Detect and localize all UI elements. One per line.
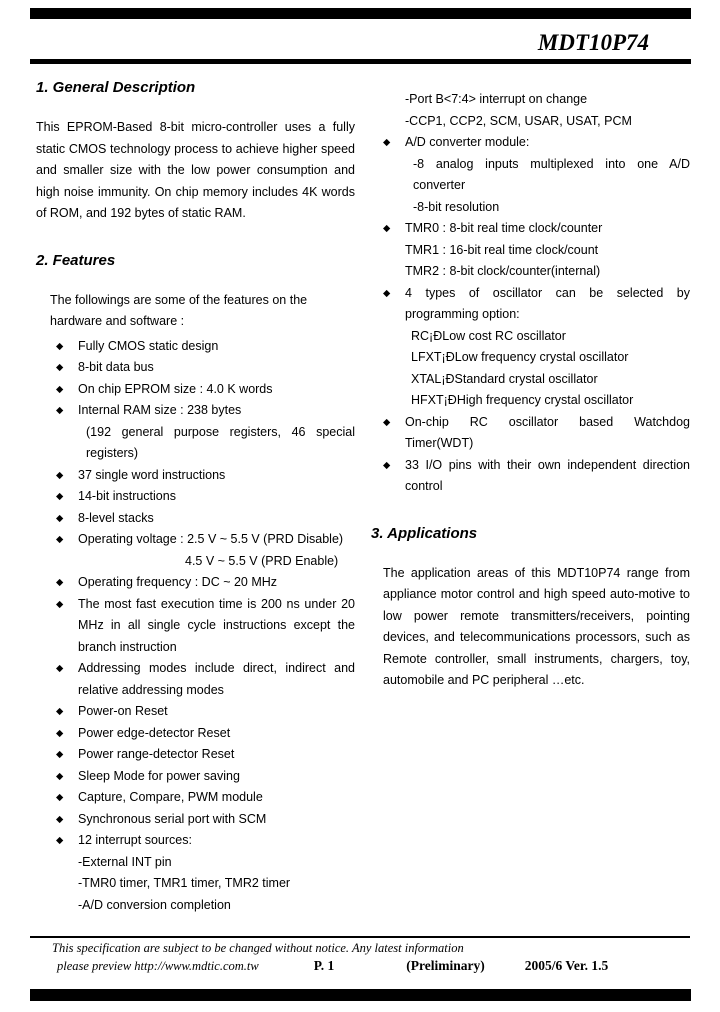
feature-text: 12 interrupt sources:	[78, 833, 192, 847]
feature-item	[383, 218, 690, 240]
marker-spacer	[383, 89, 405, 111]
feature-subline	[56, 852, 355, 874]
feature-text: 4 types of oscillator can be selected by programming option:	[405, 285, 690, 321]
marker-spacer	[383, 240, 405, 262]
diamond-bullet-icon: ◆	[56, 340, 64, 352]
diamond-bullet-icon: ◆	[56, 792, 64, 803]
feature-subline	[56, 873, 355, 895]
diamond-bullet-icon: ◆	[56, 405, 64, 416]
diamond-bullet-icon: ◆	[56, 383, 64, 395]
diamond-bullet-icon: ◆	[56, 749, 64, 760]
diamond-bullet-icon: ◆	[56, 813, 64, 825]
diamond-bullet-icon: ◆	[56, 512, 64, 524]
feature-text: 33 I/O pins with their own independent direction control	[405, 457, 690, 493]
feature-item	[56, 465, 355, 487]
feature-item	[56, 787, 355, 809]
footer-disclaimer: This specification are subject to be changed without notice. Any latest information	[52, 941, 464, 955]
marker-spacer	[56, 895, 78, 917]
heading-features: 2. Features	[36, 251, 116, 269]
feature-text: Operating voltage : 2.5 V ~ 5.5 V (PRD Disable)	[78, 532, 344, 546]
diamond-bullet-icon: ◆	[56, 663, 64, 674]
feature-item	[56, 701, 355, 723]
marker-spacer	[56, 422, 78, 465]
diamond-bullet-icon: ◆	[56, 362, 64, 373]
feature-text: 4.5 V ~ 5.5 V (PRD Enable)	[185, 553, 339, 568]
feature-subline	[383, 154, 690, 197]
marker-spacer	[383, 369, 405, 391]
feature-item	[56, 529, 355, 551]
feature-item	[56, 572, 355, 594]
feature-text: Addressing modes include direct, indirect and relative addressing modes	[78, 661, 355, 697]
diamond-bullet-icon: ◆	[56, 491, 64, 502]
feature-subline	[383, 326, 690, 348]
marker-spacer	[383, 154, 405, 197]
feature-item	[383, 455, 690, 498]
feature-text: On-chip RC oscillator based Watchdog Timer(WDT)	[405, 414, 690, 450]
diamond-bullet-icon: ◆	[383, 287, 391, 299]
feature-subline	[383, 369, 690, 391]
feature-text: LFXT¡ÐLow frequency crystal oscillator	[411, 350, 629, 364]
marker-spacer	[56, 551, 78, 573]
feature-text: TMR1 : 16-bit real time clock/count	[405, 242, 599, 257]
feature-subline	[383, 240, 690, 262]
feature-text: TMR2 : 8-bit clock/counter(internal)	[405, 264, 601, 278]
marker-spacer	[383, 197, 405, 219]
diamond-bullet-icon: ◆	[383, 223, 391, 234]
applications-paragraph: The application areas of this MDT10P74 range from appliance motor control and high speed auto-motive to low power remote transmitters/receivers, pointing devices, and telecommunications processors, such as Remote controller, small instruments, chargers, toy, automobile and PC peripheral …etc.	[383, 565, 690, 687]
feature-text: Synchronous serial port with SCM	[78, 811, 267, 826]
diamond-bullet-icon: ◆	[56, 770, 64, 782]
feature-text: Power range-detector Reset	[78, 747, 235, 761]
feature-text: -A/D conversion completion	[78, 897, 231, 912]
feature-text: XTAL¡ÐStandard crystal oscillator	[411, 371, 598, 386]
top-black-bar	[30, 8, 691, 19]
feature-text: -External INT pin	[78, 854, 172, 869]
feature-text: RC¡ÐLow cost RC oscillator	[411, 328, 566, 343]
diamond-bullet-icon: ◆	[56, 706, 64, 717]
feature-text: -Port B<7:4> interrupt on change	[405, 92, 588, 106]
bottom-black-bar	[30, 989, 691, 1001]
feature-subline	[383, 197, 690, 219]
feature-item	[56, 357, 355, 379]
marker-spacer	[383, 111, 405, 133]
heading-applications: 3. Applications	[371, 524, 478, 542]
diamond-bullet-icon: ◆	[383, 137, 391, 148]
page-title: MDT10P74	[537, 30, 649, 55]
feature-subline	[383, 261, 690, 283]
feature-text: Capture, Compare, PWM module	[78, 790, 263, 804]
feature-subline	[56, 422, 355, 465]
feature-text: 37 single word instructions	[78, 467, 226, 482]
marker-spacer	[383, 261, 405, 283]
feature-subline	[383, 111, 690, 133]
feature-text: 14-bit instructions	[78, 489, 176, 503]
feature-item	[56, 508, 355, 530]
feature-text: Sleep Mode for power saving	[78, 768, 240, 783]
header-rule	[30, 59, 691, 64]
marker-spacer	[383, 347, 405, 369]
general-description-paragraph: This EPROM-Based 8-bit micro-controller uses a fully static CMOS technology process to achieve higher speed and smaller size with the low power consumption and high noise immunity. On chip memory includes 4K words of ROM, and 192 bytes of static RAM.	[36, 120, 355, 220]
feature-item	[383, 132, 690, 154]
footer-status-label: (Preliminary)	[406, 958, 485, 973]
feature-text: TMR0 : 8-bit real time clock/counter	[405, 221, 603, 235]
feature-text: Power-on Reset	[78, 704, 168, 718]
footer-info-row	[57, 958, 680, 974]
feature-item	[56, 400, 355, 422]
feature-text: -CCP1, CCP2, SCM, USAR, USAT, PCM	[405, 113, 632, 128]
feature-item	[56, 336, 355, 358]
footer-website-text: please preview http://www.mdtic.com.tw	[57, 959, 259, 973]
feature-item	[56, 744, 355, 766]
marker-spacer	[383, 390, 405, 412]
feature-item	[56, 830, 355, 852]
feature-text: HFXT¡ÐHigh frequency crystal oscillator	[411, 393, 634, 407]
two-column-body	[36, 78, 690, 916]
feature-item	[383, 283, 690, 326]
feature-text: (192 general purpose registers, 46 special registers)	[86, 424, 355, 460]
left-column	[36, 78, 355, 916]
feature-text: 8-bit data bus	[78, 360, 154, 374]
feature-item	[56, 486, 355, 508]
feature-text: -TMR0 timer, TMR1 timer, TMR2 timer	[78, 876, 291, 890]
feature-item	[56, 809, 355, 831]
header	[30, 19, 691, 58]
features-intro: The followings are some of the features on the hardware and software :	[50, 292, 308, 328]
feature-item	[383, 412, 690, 455]
footer-version-label: 2005/6 Ver. 1.5	[524, 958, 609, 973]
features-list-left	[36, 336, 355, 917]
right-column	[371, 78, 690, 916]
feature-text: 8-level stacks	[78, 510, 154, 525]
feature-text: Fully CMOS static design	[78, 338, 219, 353]
feature-text: Internal RAM size : 238 bytes	[78, 403, 242, 417]
diamond-bullet-icon: ◆	[383, 459, 391, 471]
feature-subline	[56, 895, 355, 917]
feature-subline	[383, 390, 690, 412]
diamond-bullet-icon: ◆	[56, 469, 64, 481]
feature-item	[56, 379, 355, 401]
feature-item	[56, 658, 355, 701]
footer-rule	[30, 936, 690, 938]
feature-text: The most fast execution time is 200 ns under 20 MHz in all single cycle instructions except the branch instruction	[78, 596, 355, 654]
diamond-bullet-icon: ◆	[56, 534, 64, 545]
diamond-bullet-icon: ◆	[56, 835, 64, 846]
feature-text: -8 analog inputs multiplexed into one A/D converter	[413, 156, 690, 192]
feature-subline	[56, 551, 355, 573]
marker-spacer	[56, 852, 78, 874]
feature-item	[56, 766, 355, 788]
diamond-bullet-icon: ◆	[383, 416, 391, 428]
footer-page-number: P. 1	[313, 958, 335, 973]
feature-text: Operating frequency : DC ~ 20 MHz	[78, 575, 278, 589]
feature-text: On chip EPROM size : 4.0 K words	[78, 381, 273, 396]
feature-text: A/D converter module:	[405, 135, 530, 149]
feature-item	[56, 594, 355, 659]
feature-subline	[383, 89, 690, 111]
marker-spacer	[383, 326, 405, 348]
feature-subline	[383, 347, 690, 369]
diamond-bullet-icon: ◆	[56, 727, 64, 739]
feature-item	[56, 723, 355, 745]
marker-spacer	[56, 873, 78, 895]
feature-text: -8-bit resolution	[413, 199, 500, 214]
feature-text: Power edge-detector Reset	[78, 725, 231, 740]
diamond-bullet-icon: ◆	[56, 598, 64, 610]
features-list-right	[371, 78, 690, 498]
heading-general-description: 1. General Description	[36, 79, 196, 96]
diamond-bullet-icon: ◆	[56, 577, 64, 588]
